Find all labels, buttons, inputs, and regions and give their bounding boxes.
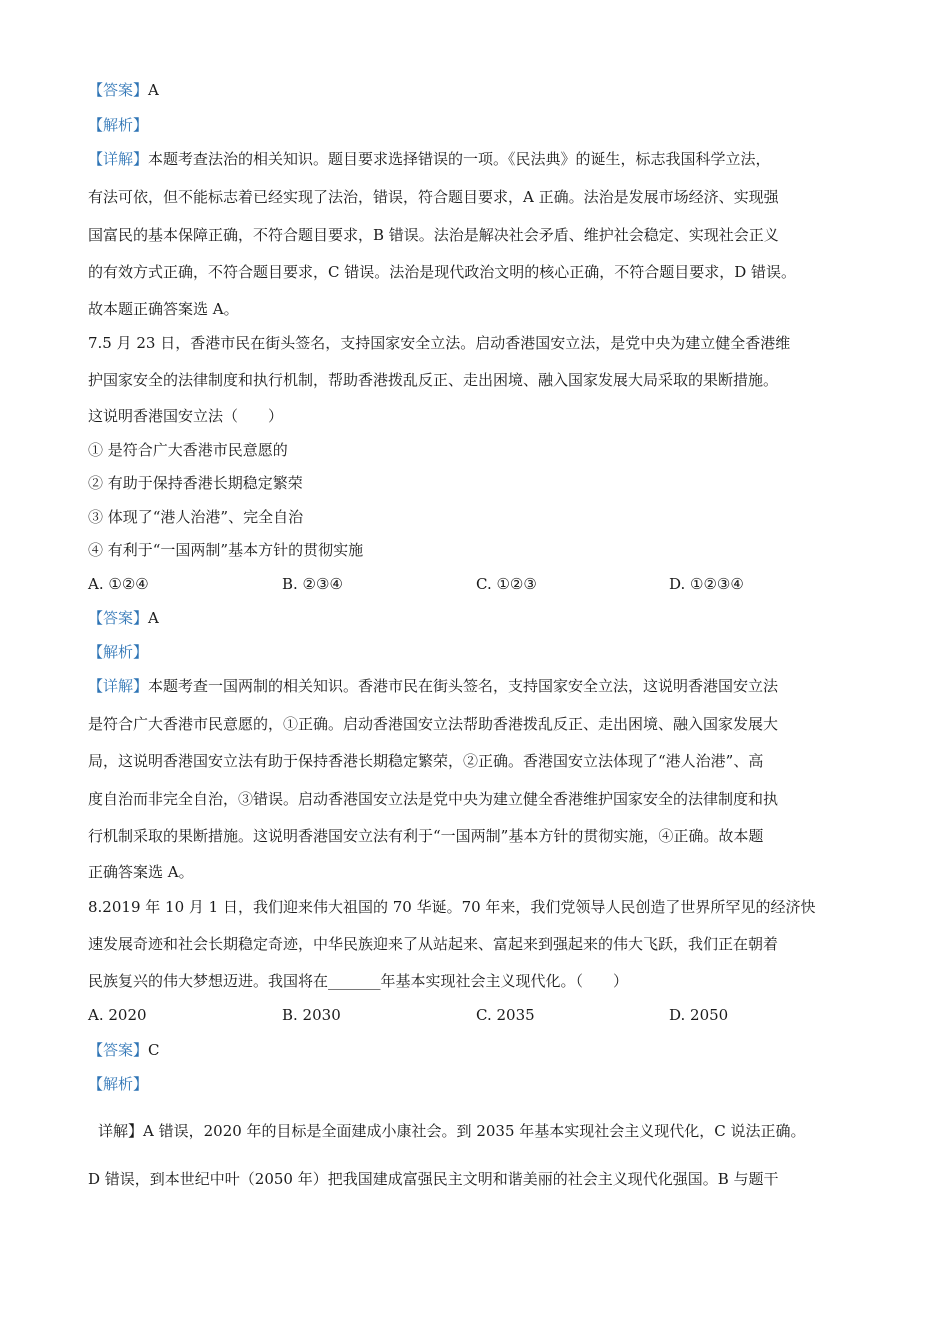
question-item: ④ 有利于“一国两制”基本方针的贯彻实施	[88, 541, 364, 559]
detail-line: 局，这说明香港国安立法有助于保持香港长期稳定繁荣，②正确。香港国安立法体现了“港人治港”、高	[88, 752, 764, 770]
option-b: B. ②③④	[282, 575, 343, 593]
detail-line: 【详解】本题考查一国两制的相关知识。香港市民在街头签名，支持国家安全立法，这说明香港国安立法	[88, 677, 779, 695]
option-c: C. ①②③	[476, 575, 537, 593]
option-b: B. 2030	[282, 1006, 341, 1024]
question-stem: 速发展奇迹和社会长期稳定奇迹，中华民族迎来了从站起来、富起来到强起来的伟大飞跃，我们正在朝着	[88, 935, 779, 953]
detail-prefix: 详解】	[98, 1122, 144, 1140]
answer-value: A	[148, 81, 159, 99]
analysis-tag: 【解析】	[88, 1075, 149, 1093]
detail-line: 行机制采取的果断措施。这说明香港国安立法有利于“一国两制”基本方针的贯彻实施，④正确。故本题	[88, 827, 764, 845]
detail-tag: 【详解】	[88, 150, 149, 168]
detail-line: 的有效方式正确，不符合题目要求，C 错误。法治是现代政治文明的核心正确，不符合题目要求，D 错误。	[88, 263, 797, 281]
analysis-tag: 【解析】	[88, 643, 149, 661]
detail-line: D 错误，到本世纪中叶（2050 年）把我国建成富强民主文明和谐美丽的社会主义现代化强国。B 与题干	[88, 1170, 779, 1188]
question-stem: 7.5 月 23 日，香港市民在街头签名，支持国家安全立法。启动香港国安立法，是党中央为建立健全香港维	[88, 334, 791, 352]
question-stem: 护国家安全的法律制度和执行机制，帮助香港拨乱反正、走出困境、融入国家发展大局采取的果断措施。	[88, 371, 779, 389]
detail-line: 有法可依，但不能标志着已经实现了法治，错误，符合题目要求，A 正确。法治是发展市场经济、实现强	[88, 188, 779, 206]
option-c: C. 2035	[476, 1006, 535, 1024]
question-item: ③ 体现了“港人治港”、完全自治	[88, 508, 304, 526]
answer-line	[88, 607, 159, 629]
answer-line	[88, 1039, 160, 1061]
answer-tag: 【答案】	[88, 1041, 149, 1059]
question-item: ② 有助于保持香港长期稳定繁荣	[88, 474, 303, 492]
detail-tag: 【详解】	[88, 677, 149, 695]
detail-line: 详解】A 错误，2020 年的目标是全面建成小康社会。到 2035 年基本实现社会主义现代化，C 说法正确。	[98, 1122, 806, 1140]
question-stem: 民族复兴的伟大梦想迈进。我国将在_______年基本实现社会主义现代化。（ ）	[88, 972, 629, 990]
answer-value: C	[148, 1041, 160, 1059]
detail-line: 度自治而非完全自治，③错误。启动香港国安立法是党中央为建立健全香港维护国家安全的法律制度和执	[88, 790, 779, 808]
answer-tag: 【答案】	[88, 81, 149, 99]
answer-line	[88, 79, 159, 101]
detail-line: 国富民的基本保障正确，不符合题目要求，B 错误。法治是解决社会矛盾、维护社会稳定、实现社会正义	[88, 226, 779, 244]
question-item: ① 是符合广大香港市民意愿的	[88, 441, 288, 459]
option-d: D. ①②③④	[669, 575, 744, 593]
option-a: A. ①②④	[88, 575, 149, 593]
question-stem: 8.2019 年 10 月 1 日，我们迎来伟大祖国的 70 华诞。70 年来，我们党领导人民创造了世界所罕见的经济快	[88, 898, 816, 916]
option-a: A. 2020	[88, 1006, 147, 1024]
detail-line: 【详解】本题考查法治的相关知识。题目要求选择错误的一项。《民法典》的诞生，标志我国科学立法，	[88, 150, 771, 168]
answer-tag: 【答案】	[88, 609, 149, 627]
detail-line: 是符合广大香港市民意愿的，①正确。启动香港国安立法帮助香港拨乱反正、走出困境、融入国家发展大	[88, 715, 779, 733]
detail-line: 正确答案选 A。	[88, 863, 194, 881]
analysis-tag: 【解析】	[88, 116, 149, 134]
option-d: D. 2050	[669, 1006, 729, 1024]
detail-line: 故本题正确答案选 A。	[88, 300, 239, 318]
question-stem: 这说明香港国安立法（ ）	[88, 407, 284, 425]
answer-value: A	[148, 609, 159, 627]
